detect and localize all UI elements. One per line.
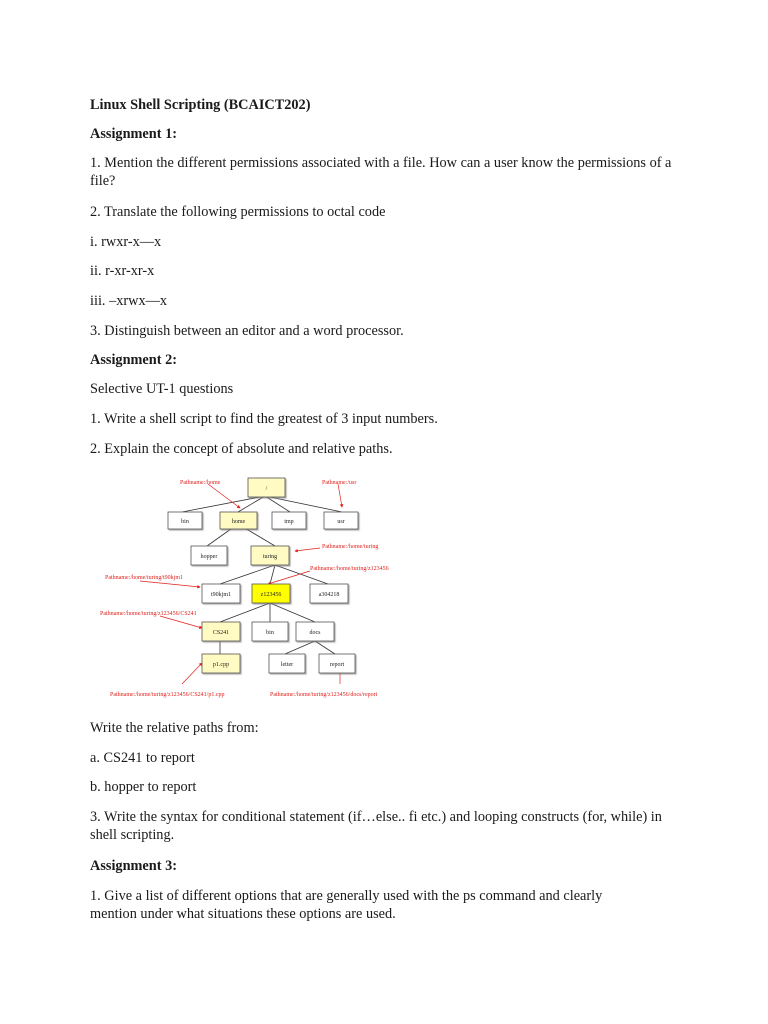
node-docs xyxy=(296,622,334,641)
node-bin xyxy=(168,512,202,529)
path-label-home: Pathname:/home xyxy=(180,480,221,486)
document-title: Linux Shell Scripting (BCAICT202) xyxy=(90,97,311,113)
node-tmp xyxy=(272,512,306,529)
node-letter xyxy=(269,654,305,673)
node-report xyxy=(319,654,355,673)
svg-text:z123456: z123456 xyxy=(260,592,282,598)
a2-item-a: a. CS241 to report xyxy=(90,750,195,766)
node-cs241 xyxy=(202,622,240,641)
svg-text:CS241: CS241 xyxy=(212,630,230,636)
svg-text:turing: turing xyxy=(262,554,278,560)
svg-text:tmp: tmp xyxy=(284,519,294,525)
node-home xyxy=(220,512,257,529)
svg-text:home: home xyxy=(231,519,246,525)
node-usr xyxy=(324,512,358,529)
assignment-1-heading: Assignment 1: xyxy=(90,126,177,142)
node-bin-z123456 xyxy=(252,622,288,641)
node-turing xyxy=(251,546,289,565)
svg-text:p1.cpp: p1.cpp xyxy=(212,662,230,668)
a2-intro: Selective UT-1 questions xyxy=(90,381,234,397)
path-label-z123456: Pathname:/home/turing/z123456 xyxy=(310,566,389,572)
svg-text:bin: bin xyxy=(181,519,189,525)
path-label-report: Pathname:/home/turing/z123456/docs/report xyxy=(270,692,378,698)
a1-question-2: 2. Translate the following permissions to octal code xyxy=(90,204,386,220)
node-root xyxy=(248,478,285,497)
svg-text:/: / xyxy=(265,486,268,492)
svg-text:report: report xyxy=(329,662,345,668)
path-label-cs241: Pathname:/home/turing/z123456/CS241 xyxy=(100,611,197,617)
path-label-p1cpp: Pathname:/home/turing/z123456/CS241/p1.cpp xyxy=(110,692,225,698)
svg-text:letter: letter xyxy=(280,662,294,668)
svg-text:docs: docs xyxy=(309,630,321,636)
path-label-t90kjm1: Pathname:/home/turing/t90kjm1 xyxy=(105,575,183,581)
a2-question-3: 3. Write the syntax for conditional statement (if…else.. fi etc.) and looping constructs (for, while) in shell scripting. xyxy=(90,809,662,843)
node-a304218 xyxy=(310,584,348,603)
assignment-2-heading: Assignment 2: xyxy=(90,352,177,368)
svg-text:hopper: hopper xyxy=(200,554,218,560)
path-label-turing: Pathname:/home/turing xyxy=(322,544,379,550)
a1-item-ii: ii. r-xr-xr-x xyxy=(90,263,155,279)
directory-tree-diagram xyxy=(90,466,420,706)
node-p1cpp xyxy=(202,654,240,673)
a2-item-b: b. hopper to report xyxy=(90,779,197,795)
a2-question-1: 1. Write a shell script to find the greatest of 3 input numbers. xyxy=(90,411,438,427)
svg-text:t90kjm1: t90kjm1 xyxy=(210,592,232,598)
node-z123456 xyxy=(252,584,290,603)
node-hopper xyxy=(191,546,227,565)
path-label-usr: Pathname:/usr xyxy=(322,480,357,486)
a1-question-1: 1. Mention the different permissions associated with a file. How can a user know the permissions of a file? xyxy=(90,155,672,189)
a1-question-3: 3. Distinguish between an editor and a word processor. xyxy=(90,323,404,339)
a1-item-i: i. rwxr-x—x xyxy=(90,234,162,250)
svg-text:bin: bin xyxy=(266,630,274,636)
a1-item-iii: iii. –xrwx—x xyxy=(90,293,168,309)
svg-text:usr: usr xyxy=(337,519,345,525)
node-t90kjm1 xyxy=(202,584,240,603)
svg-text:a304218: a304218 xyxy=(318,592,340,598)
a2-relative-prompt: Write the relative paths from: xyxy=(90,720,259,736)
assignment-3-heading: Assignment 3: xyxy=(90,858,177,874)
a3-question-1: 1. Give a list of different options that are generally used with the ps command and clearly mention under what situations these options are used. xyxy=(90,888,603,922)
a2-question-2: 2. Explain the concept of absolute and relative paths. xyxy=(90,441,393,457)
